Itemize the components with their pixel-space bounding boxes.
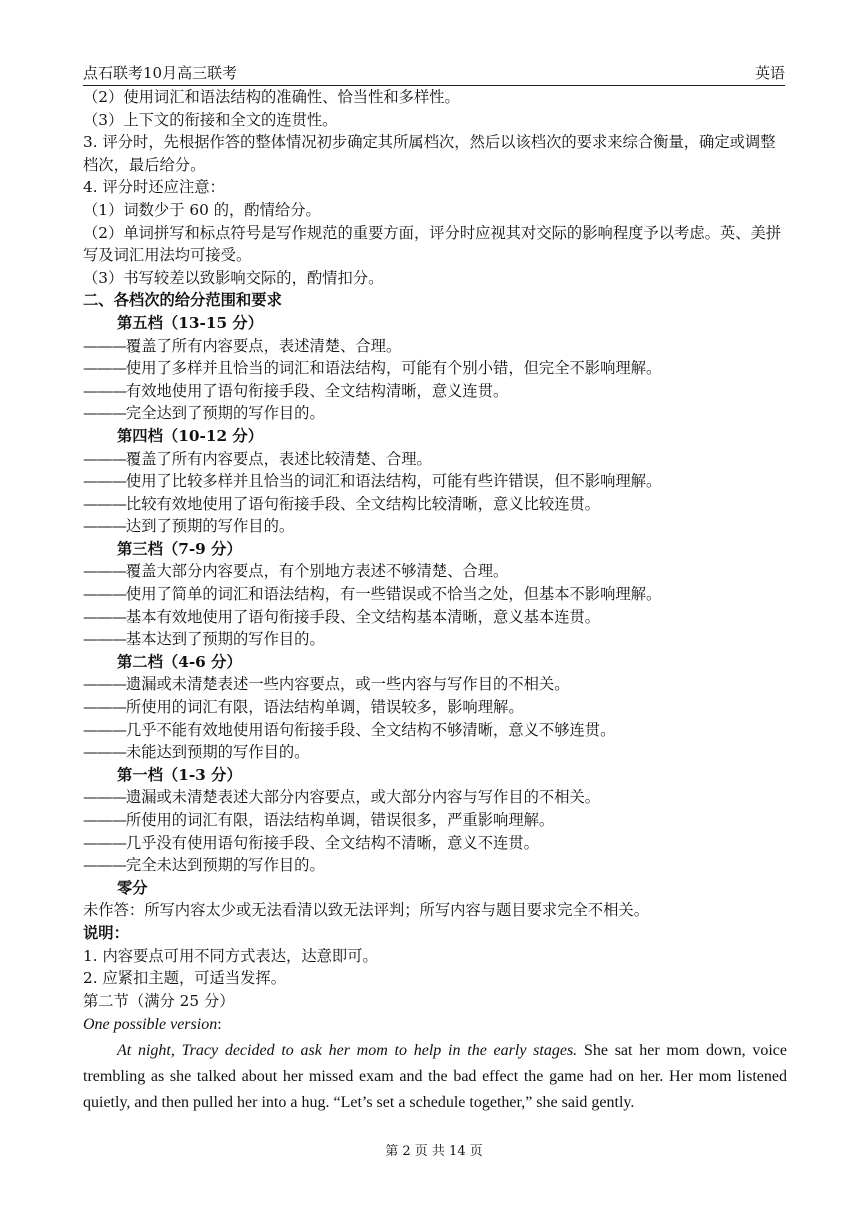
- part-title: 第二节（满分 25 分）: [83, 991, 235, 1010]
- version-label: [83, 1012, 787, 1038]
- level-item-text: 遗漏或未清楚表述一些内容要点，或一些内容与写作目的不相关。: [125, 675, 570, 694]
- level-item: [83, 696, 787, 719]
- level-title: 第五档（13-15 分）: [117, 313, 264, 332]
- level-item: [83, 673, 787, 696]
- dash-mark: ———: [83, 788, 126, 807]
- scoring-note: （3）书写较差以致影响交际的，酌情扣分。: [83, 268, 384, 287]
- dash-mark: ———: [83, 404, 126, 423]
- sample-essay: [83, 1038, 787, 1116]
- level-item-text: 几乎不能有效地使用语句衔接手段、全文结构不够清晰，意义不够连贯。: [125, 720, 616, 739]
- header-subject: 英语: [754, 64, 785, 82]
- level-item: [83, 402, 787, 425]
- note-item: 2. 应紧扣主题，可适当发挥。: [83, 969, 287, 988]
- level-block: [83, 764, 787, 877]
- level-item: [83, 493, 787, 516]
- level-item-text: 比较有效地使用了语句衔接手段、全文结构比较清晰，意义比较连贯。: [125, 494, 601, 513]
- dash-mark: ———: [83, 675, 126, 694]
- level-item-text: 覆盖大部分内容要点，有个别地方表述不够清楚、合理。: [125, 562, 509, 581]
- level-item-text: 基本有效地使用了语句衔接手段、全文结构基本清晰，意义基本连贯。: [125, 607, 601, 626]
- dash-mark: ———: [83, 472, 126, 491]
- level-item: [83, 380, 787, 403]
- level-item-text: 有效地使用了语句衔接手段、全文结构清晰，意义连贯。: [125, 381, 509, 400]
- dash-mark: ———: [83, 698, 126, 717]
- level-item-text: 使用了比较多样并且恰当的词汇和语法结构，可能有些许错误，但不影响理解。: [125, 472, 662, 491]
- level-block: [83, 312, 787, 425]
- level-item: [83, 470, 787, 493]
- level-item-text: 使用了多样并且恰当的词汇和语法结构，可能有个别小错，但完全不影响理解。: [125, 359, 662, 378]
- level-item: [83, 809, 787, 832]
- level-item: [83, 515, 787, 538]
- scoring-note: （1）词数少于 60 的，酌情给分。: [83, 200, 321, 219]
- level-item-text: 达到了预期的写作目的。: [125, 517, 295, 536]
- level-item-text: 使用了简单的词汇和语法结构，有一些错误或不恰当之处，但基本不影响理解。: [125, 585, 662, 604]
- level-title: 第四档（10-12 分）: [117, 426, 264, 445]
- dash-mark: ———: [83, 833, 126, 852]
- zero-score-text: 未作答：所写内容太少或无法看清以致无法评判；所写内容与题目要求完全不相关。: [83, 901, 649, 920]
- dash-mark: ———: [83, 743, 126, 762]
- level-item-text: 所使用的词汇有限，语法结构单调，错误较多，影响理解。: [125, 698, 524, 717]
- level-title: 第一档（1-3 分）: [117, 765, 242, 784]
- dash-mark: ———: [83, 359, 126, 378]
- level-item-text: 遗漏或未清楚表述大部分内容要点，或大部分内容与写作目的不相关。: [125, 788, 601, 807]
- version-label-text: One possible version: [83, 1016, 218, 1034]
- scoring-note: （2）单词拼写和标点符号是写作规范的重要方面，评分时应视其对交际的影响程度予以考虑。英、美拼写及词汇用法均可接受。: [83, 223, 782, 265]
- dash-mark: ———: [83, 517, 126, 536]
- section-heading: 二、各档次的给分范围和要求: [83, 291, 282, 310]
- level-item: [83, 448, 787, 471]
- dash-mark: ———: [83, 562, 126, 581]
- note-item: 1. 内容要点可用不同方式表达，达意即可。: [83, 946, 378, 965]
- dash-mark: ———: [83, 336, 126, 355]
- dash-mark: ———: [83, 585, 126, 604]
- level-item: [83, 628, 787, 651]
- level-item: [83, 583, 787, 606]
- notes-title: 说明：: [83, 923, 129, 942]
- level-item: [83, 357, 787, 380]
- dash-mark: ———: [83, 494, 126, 513]
- level-item: [83, 335, 787, 358]
- level-title: 第二档（4-6 分）: [117, 652, 242, 671]
- document-body: [83, 86, 787, 1116]
- page-header: [83, 62, 785, 86]
- dash-mark: ———: [83, 381, 126, 400]
- essay-body-text: She sat her mom down, voice trembling as she talked about her missed exam and the bad effect the game had on her. Her mom listened quietly, and then pulled her into a hug. “Let’s set a schedule together,” she said gently.: [83, 1042, 788, 1112]
- level-block: [83, 425, 787, 538]
- level-item-text: 覆盖了所有内容要点，表述清楚、合理。: [125, 336, 402, 355]
- scoring-rule: 3. 评分时，先根据作答的整体情况初步确定其所属档次，然后以该档次的要求来综合衡量，确定或调整档次，最后给分。: [83, 133, 776, 174]
- level-item-text: 完全达到了预期的写作目的。: [125, 404, 325, 423]
- level-item-text: 几乎没有使用语句衔接手段、全文结构不清晰，意义不连贯。: [125, 833, 539, 852]
- version-colon: :: [217, 1016, 222, 1034]
- dash-mark: ———: [83, 720, 126, 739]
- level-item-text: 基本达到了预期的写作目的。: [125, 630, 325, 649]
- level-title: 第三档（7-9 分）: [117, 539, 242, 558]
- level-block: [83, 538, 787, 651]
- essay-lead-sentence: At night, Tracy decided to ask her mom to help in the early stages.: [117, 1042, 578, 1060]
- dash-mark: ———: [83, 449, 126, 468]
- dash-mark: ———: [83, 811, 126, 829]
- dash-mark: ———: [83, 630, 126, 649]
- level-item: [83, 854, 787, 877]
- level-item: [83, 786, 787, 809]
- page-number: 第 2 页 共 14 页: [385, 1144, 483, 1159]
- level-block: [83, 651, 787, 764]
- level-item: [83, 719, 787, 742]
- level-item: [83, 741, 787, 764]
- header-exam-title: 点石联考10月高三联考: [83, 64, 238, 82]
- level-item: [83, 560, 787, 583]
- level-item-text: 完全未达到预期的写作目的。: [125, 856, 325, 875]
- level-item: [83, 606, 787, 629]
- level-item-text: 覆盖了所有内容要点，表述比较清楚、合理。: [125, 449, 432, 468]
- zero-score-title: 零分: [117, 878, 148, 897]
- dash-mark: ———: [83, 856, 126, 875]
- level-item-text: 未能达到预期的写作目的。: [125, 743, 310, 762]
- scoring-note-heading: 4. 评分时还应注意：: [83, 178, 225, 197]
- level-item: [83, 832, 787, 855]
- level-item-text: 所使用的词汇有限，语法结构单调，错误很多，严重影响理解。: [125, 811, 555, 829]
- dash-mark: ———: [83, 607, 126, 626]
- criteria-line: （3）上下文的衔接和全文的连贯性。: [83, 110, 338, 129]
- criteria-line: （2）使用词汇和语法结构的准确性、恰当性和多样性。: [83, 88, 460, 106]
